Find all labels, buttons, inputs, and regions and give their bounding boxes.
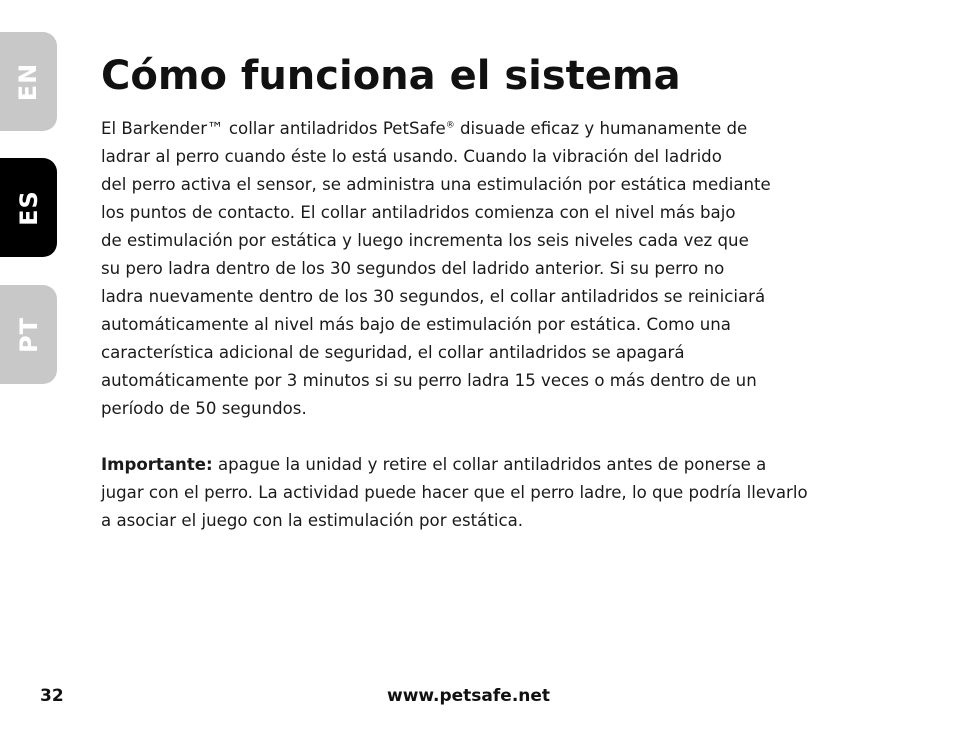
paragraph-line-text: disuade eficaz y humanamente de [454,119,748,138]
body-text [101,115,901,535]
paragraph-line: su pero ladra dentro de los 30 segundos del ladrido anterior. Si su perro no [101,259,725,278]
important-line-text: apague la unidad y retire el collar antiladridos antes de ponerse a [212,455,767,474]
paragraph-line: característica adicional de seguridad, el collar antiladridos se apagará [101,343,685,362]
language-tab-es-active[interactable] [0,158,57,257]
important-label: Importante: [101,455,213,474]
page-title: Cómo funciona el sistema [101,53,681,99]
language-tab-en[interactable] [0,32,57,131]
language-tab-pt-label: PT [14,316,43,353]
paragraph-line: del perro activa el sensor, se administra una estimulación por estática mediante [101,175,771,194]
important-line: jugar con el perro. La actividad puede hacer que el perro ladre, lo que podría llevarlo [101,483,808,502]
language-tab-pt[interactable] [0,285,57,384]
paragraph-line: ladra nuevamente dentro de los 30 segundos, el collar antiladridos se reiniciará [101,287,766,306]
website-url: www.petsafe.net [387,686,551,706]
important-line [101,451,901,479]
paragraph-line: de estimulación por estática y luego incrementa los seis niveles cada vez que [101,231,749,250]
registered-mark: ® [445,120,455,131]
paragraph-line: período de 50 segundos. [101,399,307,418]
paragraph-line: automáticamente por 3 minutos si su perro ladra 15 veces o más dentro de un [101,371,757,390]
language-tab-es-label: ES [14,189,43,226]
language-tab-en-label: EN [14,62,43,101]
paragraph-line-text: El Barkender™ collar antiladridos PetSafe [101,119,446,138]
paragraph-line: ladrar al perro cuando éste lo está usando. Cuando la vibración del ladrido [101,147,722,166]
paragraph-line: los puntos de contacto. El collar antiladridos comienza con el nivel más bajo [101,203,736,222]
page-number: 32 [40,686,64,706]
paragraph-gap [101,423,901,451]
paragraph-line: automáticamente al nivel más bajo de estimulación por estática. Como una [101,315,731,334]
important-line: a asociar el juego con la estimulación por estática. [101,511,524,530]
paragraph-line [101,115,901,143]
